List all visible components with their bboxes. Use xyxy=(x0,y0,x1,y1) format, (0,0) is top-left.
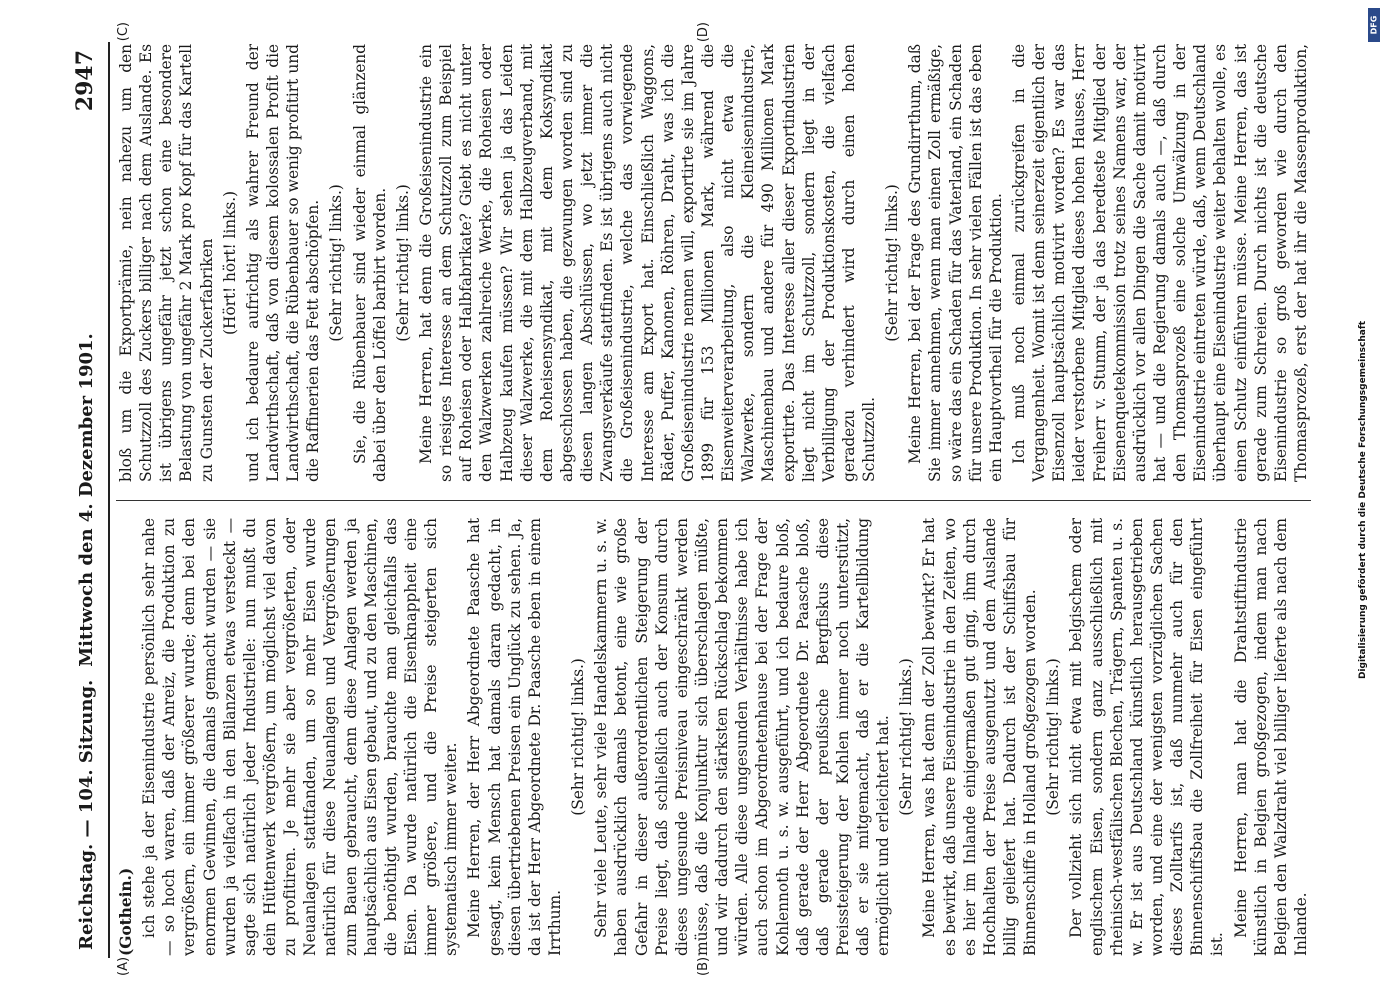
margin-marker-b: (B) xyxy=(696,956,711,976)
digitization-note: Digitalisierung gefördert durch die Deutsche Forschungsgemeinschaft xyxy=(1358,320,1368,680)
dfg-logo xyxy=(1368,8,1380,42)
paragraph: bloß um die Exportprämie, nein nahezu um den Schutzzoll des Zuckers billiger nach dem Auslande. Es ist übrigens ungefähr jetzt schon eine besondere Belastung von ungefähr 2 Mark pro Kopf für das Kartell zu Gunsten der Zuckerfabriken xyxy=(117,44,216,482)
reaction: (Sehr richtig! links.) xyxy=(327,184,346,342)
paragraph: Meine Herren, der Herr Abgeordnete Paasche hat gesagt, kein Mensch hat damals daran gedacht, in diesen übertriebenen Preisen ein Unglück zu sehen. Ja, da ist der Herr Abgeordnete Dr. Paasche eben in einem Irrthum. xyxy=(465,518,564,956)
paragraph: Der vollzieht sich nicht etwa mit belgischem oder englischem Eisen, sondern ganz ausschließlich mit rheinisch-westfälischen Blechen, Trägern, Spanten u. s. w. Er ist aus Deutschland künstlich herausgetrieben worden, und eine der wenigsten vorzüglichen Sachen dieses Zolltarifs ist, daß nunmehr auch für den Binnenschiffsbau die Zollfreiheit für Eisen eingeführt ist. xyxy=(1067,518,1227,956)
paragraph: Meine Herren, hat denn die Großeisenindustrie ein so riesiges Interesse an dem Schutzzoll zum Beispiel auf Roheisen oder Halbfabrikate? Giebt es nicht unter den Walzwerken zahlreiche Werke, die Roheisen oder Halbzeug kaufen müssen? Wir sehen ja das Leiden dieser Walzwerke, die mit dem Halbzeugverband, mit dem Roheisensyndikat, mit dem Koksyndikat abgeschlossen haben, die gezwungen worden sind zu diesen langen Abschlüssen, wo jetzt immer die Zwangsverkäufe stattfinden. Es ist übrigens auch nicht die Großeisenindustrie, welche das vorwiegende Interesse am Export hat. Einschließlich Waggons, Räder, Puffer, Kanonen, Röhren, Draht, was ich die Großeisenindustrie nennen will, exportirte sie im Jahre 1899 für 153 Millionen Mark, während die Eisenweiterverarbeitung, also nicht etwa die Walzwerke, sondern die Kleineisenindustrie, Maschinenbau und andere für 490 Millionen Mark exportirte. Das Interesse aller dieser Exportindustrien liegt nicht im Schutzzoll, sondern liegt in der Verbilligung der Produktionskosten, die vielfach geradezu verhindert wird durch einen hohen Schutzzoll. xyxy=(416,44,879,482)
header-left: Reichstag. — 104. Sitzung. xyxy=(76,679,97,950)
reaction: (Sehr richtig! links.) xyxy=(883,184,902,342)
reaction: (Sehr richtig! links.) xyxy=(1044,658,1063,816)
reaction: (Hört! hört! links.) xyxy=(220,190,239,336)
column-divider xyxy=(116,500,1311,501)
paragraph: Meine Herren, man hat die Drahtstiftindustrie künstlich in Belgien großgezogen, indem man nach Belgien den Walzdraht viel billiger lieferte als nach dem Inlande. xyxy=(1231,518,1311,956)
header-date: Mittwoch den 4. Dezember 1901. xyxy=(76,333,97,667)
rotated-page xyxy=(56,22,1326,976)
paragraph: Meine Herren, was hat denn der Zoll bewirkt? Er hat es bewirkt, daß unsere Eisenindustrie in den Zeiten, wo es hier im Inlande einigermaßen gut ging, ihm durch Hochhalten der Preise ausgenutzt und dem Auslande billig geliefert hat. Dadurch ist der Schiffsbau für Binnenschiffe in Holland großgezogen worden. xyxy=(920,518,1040,956)
reaction: (Sehr richtig! links.) xyxy=(569,658,588,816)
margin-marker-a: (A) xyxy=(116,956,131,976)
header-rule xyxy=(108,42,110,958)
page-number: 2947 xyxy=(72,50,98,112)
reaction: (Sehr richtig! links.) xyxy=(897,658,916,816)
reaction: (Sehr richtig! links.) xyxy=(393,184,412,342)
paragraph: Sehr viele Leute, sehr viele Handelskammern u. s. w. haben ausdrücklich damals betont, eine wie große Gefahr in dieser außerordentlichen Steigerung der Preise liegt, daß schließlich auch der Konsum durch dieses ungesunde Preisniveau eingeschränkt werden müsse, daß die Konjunktur sich überschlagen müßte, und wir dadurch den stärksten Rückschlag bekommen würden. Alle diese ungesunden Verhältnisse habe ich auch schon im Abgeordnetenhause bei der Frage der Kohlennoth u. s. w. ausgeführt, und ich bedaure bloß, daß gerade der Herr Abgeordnete Dr. Paasche bloß, daß gerade der preußische Bergfiskus diese Preissteigerung der Kohlen immer noch unterstützt, daß er sie mitgemacht, daß er die Kartellbildung ermöglicht und erleichtert hat. xyxy=(592,518,893,956)
dfg-logo-text: DFG xyxy=(1369,15,1379,35)
margin-marker-d: (D) xyxy=(696,22,711,43)
left-column xyxy=(116,518,1311,956)
right-column xyxy=(116,44,1311,482)
paragraph: Meine Herren, bei der Frage des Grundirrthum, daß Sie immer annehmen, wenn man einen Zoll ermäßige, so wäre das ein Schaden für das Vaterland, ein Schaden für unsere Produktion. In sehr vielen Fällen ist das eben ein Hauptvortheil für die Produktion. xyxy=(906,44,1005,482)
paragraph: Sie, die Rübenbauer sind wieder einmal glänzend dabei über den Löffel barbirt worden. xyxy=(350,44,389,482)
paragraph: und ich bedaure aufrichtig als wahrer Freund der Landwirthschaft, daß von diesem kolossalen Profit die Landwirthschaft, die Rübenbauer so wenig profitirt und die Raffinerien das Fett abschöpfen. xyxy=(243,44,323,482)
margin-marker-c: (C) xyxy=(116,22,131,42)
page-header xyxy=(72,30,102,970)
paragraph: ich stehe ja der Eisenindustrie persönlich sehr nahe — so hoch waren, daß der Anreiz, die Produktion zu vergrößern, ein immer größerer wurde; denn bei den enormen Gewinnen, die damals gemacht wurden — sie wurden ja vielfach in den Bilanzen etwas versteckt — sagte sich natürlich jeder Industrielle: nun mußt du dein Hüttenwerk vergrößern, um möglichst viel davon zu profitiren. Je mehr sie aber vergrößerten, oder Neuanlagen stattfanden, um so mehr Eisen wurde natürlich für diese Neuanlagen und Vergrößerungen zum Bauen gebraucht, denn diese Anlagen werden ja hauptsächlich aus Eisen gebaut, und zu den Maschinen, die benöthigt wurden, brauchte man gleichfalls das Eisen. Da wurde natürlich die Eisenknappheit eine immer größere, und die Preise steigerten sich systematisch immer weiter. xyxy=(140,518,461,956)
speaker-name: (Gothein.) xyxy=(116,867,135,956)
paragraph: Ich muß noch einmal zurückgreifen in die Vergangenheit. Womit ist denn seinerzeit eigentlich der Eisenzoll hauptsächlich motivirt worden? Es war das leider verstorbene Mitglied dieses hohen Hauses, Herr Freiherr v. Stumm, der ja das beredteste Mitglied der Eisenenquetekommission trotz seines Namens war, der ausdrücklich vor allen Dingen die Sache damit motivirt hat — und die Regierung damals auch —, daß durch den Thomasprozeß eine solche Umwälzung in der Eisenindustrie eintreten würde, daß, wenn Deutschland überhaupt eine Eisenindustrie weiter behalten wolle, es einen Schutz einführen müsse. Meine Herren, das ist gerade zum Schreien. Durch nichts ist die deutsche Eisenindustrie so groß geworden wie durch den Thomasprozeß, erst der hat ihr die Massenproduktion, xyxy=(1010,44,1311,482)
